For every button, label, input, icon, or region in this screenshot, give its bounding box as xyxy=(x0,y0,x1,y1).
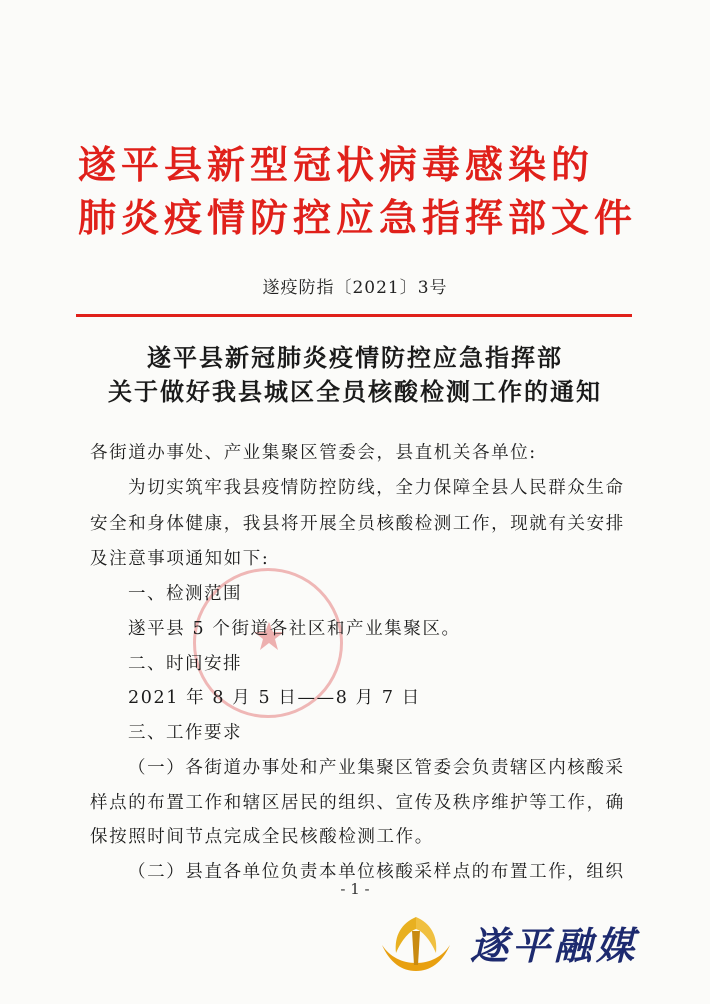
page-number: - 1 - xyxy=(340,880,370,898)
section-2-heading: 二、时间安排 xyxy=(128,654,242,674)
section-1-text: 遂平县 5 个街道各社区和产业集聚区。 xyxy=(128,619,461,639)
section-3-heading: 三、工作要求 xyxy=(128,723,242,743)
header-title-line-1: 遂平县新型冠状病毒感染的 xyxy=(78,143,595,187)
header-title-line-2: 肺炎疫情防控应急指挥部文件 xyxy=(78,196,638,240)
red-divider-line xyxy=(76,314,632,317)
section-3-item-1-line-2: 样点的布置工作和辖区居民的组织、宣传及秩序维护等工作，确 xyxy=(90,793,625,813)
section-3-item-1-line-1: （一）各街道办事处和产业集聚区管委会负责辖区内核酸采 xyxy=(128,758,625,778)
intro-line-2: 安全和身体健康，我县将开展全员核酸检测工作，现就有关安排 xyxy=(90,514,625,534)
section-3-item-2-line-1: （二）县直各单位负责本单位核酸采样点的布置工作，组织 xyxy=(128,862,625,882)
section-2-text: 2021 年 8 月 5 日——8 月 7 日 xyxy=(128,688,421,708)
watermark-brand-text: 遂平融媒 xyxy=(470,924,639,968)
notice-title-line-2: 关于做好我县城区全员核酸检测工作的通知 xyxy=(108,378,602,406)
intro-line-3: 及注意事项通知如下: xyxy=(90,549,270,569)
wheat-logo-icon xyxy=(372,909,460,979)
document-number: 遂疫防指〔2021〕3号 xyxy=(262,278,448,298)
watermark-logo xyxy=(372,905,672,985)
section-1-heading: 一、检测范围 xyxy=(128,584,242,604)
recipients-line: 各街道办事处、产业集聚区管委会，县直机关各单位: xyxy=(90,443,537,463)
section-3-item-1-line-3: 保按照时间节点完成全民核酸检测工作。 xyxy=(90,827,434,847)
notice-title-line-1: 遂平县新冠肺炎疫情防控应急指挥部 xyxy=(147,344,563,372)
intro-line-1: 为切实筑牢我县疫情防控防线，全力保障全县人民群众生命 xyxy=(128,478,625,498)
